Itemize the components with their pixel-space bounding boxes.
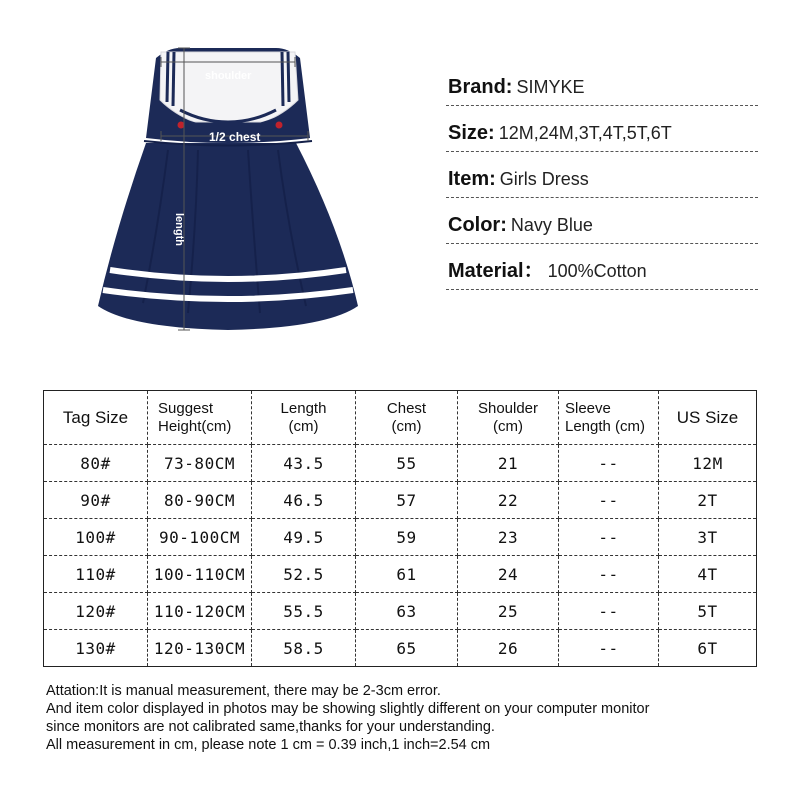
- cell-shoulder: 23: [458, 519, 559, 556]
- spec-row-brand: [446, 60, 758, 106]
- spec-value: Navy Blue: [510, 215, 593, 235]
- table-row: [44, 482, 757, 519]
- spec-row-item: [446, 152, 758, 198]
- header-chest: [356, 391, 458, 445]
- cell-length: 43.5: [252, 445, 356, 482]
- header-sleeve-line2: Length (cm): [565, 417, 646, 435]
- header-length-line2: (cm): [288, 417, 319, 435]
- spec-row-size: [446, 106, 758, 152]
- button-right: [276, 122, 283, 129]
- size-chart-table: [43, 390, 757, 667]
- note-line: All measurement in cm, please note 1 cm = 0.39 inch,1 inch=2.54 cm: [46, 737, 491, 753]
- header-shoulder-line2: (cm): [493, 417, 523, 435]
- header-shoulder: [458, 391, 559, 445]
- cell-height: 120-130CM: [148, 630, 252, 667]
- spec-value: 100%Cotton: [547, 261, 647, 281]
- cell-us-size: 4T: [659, 556, 757, 593]
- cell-chest: 63: [356, 593, 458, 630]
- spec-row-material: [446, 244, 758, 290]
- spec-key: Material: [448, 260, 524, 282]
- note-line: Attation:It is manual measurement, there may be 2-3cm error.: [46, 683, 441, 699]
- cell-us-size: 5T: [659, 593, 757, 630]
- cell-shoulder: 22: [458, 482, 559, 519]
- spec-colon: :: [505, 76, 513, 98]
- cell-sleeve: --: [559, 519, 659, 556]
- header-length: [252, 391, 356, 445]
- cell-shoulder: 21: [458, 445, 559, 482]
- cell-length: 58.5: [252, 630, 356, 667]
- cell-tag-size: 120#: [44, 593, 148, 630]
- cell-tag-size: 80#: [44, 445, 148, 482]
- cell-height: 110-120CM: [148, 593, 252, 630]
- cell-sleeve: --: [559, 556, 659, 593]
- table-row: [44, 445, 757, 482]
- spec-key: Item: [448, 168, 490, 190]
- cell-us-size: 12M: [659, 445, 757, 482]
- spec-colon: ：: [523, 260, 544, 282]
- cell-height: 90-100CM: [148, 519, 252, 556]
- shoulder-label: shoulder: [205, 70, 252, 82]
- table-row: [44, 556, 757, 593]
- cell-sleeve: --: [559, 593, 659, 630]
- cell-tag-size: 130#: [44, 630, 148, 667]
- measurement-notes: [46, 682, 776, 754]
- cell-height: 100-110CM: [148, 556, 252, 593]
- header-shoulder-line1: Shoulder: [477, 399, 539, 417]
- header-us-size: US Size: [659, 391, 757, 445]
- spec-key: Color: [448, 214, 501, 236]
- cell-sleeve: --: [559, 630, 659, 667]
- spec-key: Brand: [448, 76, 506, 98]
- cell-height: 80-90CM: [148, 482, 252, 519]
- cell-shoulder: 26: [458, 630, 559, 667]
- note-line: since monitors are not calibrated same,thanks for your understanding.: [46, 719, 495, 735]
- header-chest-line2: (cm): [391, 417, 422, 435]
- cell-chest: 55: [356, 445, 458, 482]
- spec-colon: :: [489, 168, 496, 190]
- spec-value: SIMYKE: [516, 77, 585, 97]
- cell-chest: 65: [356, 630, 458, 667]
- cell-chest: 61: [356, 556, 458, 593]
- cell-height: 73-80CM: [148, 445, 252, 482]
- cell-sleeve: --: [559, 482, 659, 519]
- cell-length: 52.5: [252, 556, 356, 593]
- header-height-line1: Suggest: [158, 399, 214, 417]
- cell-length: 49.5: [252, 519, 356, 556]
- cell-tag-size: 110#: [44, 556, 148, 593]
- spec-row-color: [446, 198, 758, 244]
- table-header-row: [44, 391, 757, 445]
- table-row: [44, 630, 757, 667]
- header-height-line2: Height(cm): [158, 417, 232, 435]
- spec-value: Girls Dress: [499, 169, 589, 189]
- header-sleeve-line1: Sleeve: [565, 399, 611, 417]
- cell-sleeve: --: [559, 445, 659, 482]
- length-label: length: [173, 213, 185, 246]
- cell-us-size: 2T: [659, 482, 757, 519]
- button-left: [178, 122, 185, 129]
- cell-chest: 57: [356, 482, 458, 519]
- cell-shoulder: 25: [458, 593, 559, 630]
- spec-colon: :: [500, 214, 507, 236]
- cell-tag-size: 100#: [44, 519, 148, 556]
- cell-length: 55.5: [252, 593, 356, 630]
- header-sleeve: [559, 391, 659, 445]
- chest-label: 1/2 chest: [209, 130, 261, 144]
- spec-colon: :: [488, 122, 495, 144]
- header-chest-line1: Chest: [386, 399, 427, 417]
- spec-list: [446, 60, 758, 290]
- cell-length: 46.5: [252, 482, 356, 519]
- dress-illustration: [88, 38, 378, 338]
- table-row: [44, 593, 757, 630]
- note-line: And item color displayed in photos may be showing slightly different on your computer monitor: [46, 701, 650, 717]
- header-height: [148, 391, 252, 445]
- spec-key: Size: [448, 122, 489, 144]
- header-tag-size: Tag Size: [44, 391, 148, 445]
- spec-value: 12M,24M,3T,4T,5T,6T: [498, 123, 672, 143]
- dress-image: [88, 38, 378, 338]
- cell-shoulder: 24: [458, 556, 559, 593]
- cell-tag-size: 90#: [44, 482, 148, 519]
- cell-us-size: 3T: [659, 519, 757, 556]
- cell-chest: 59: [356, 519, 458, 556]
- cell-us-size: 6T: [659, 630, 757, 667]
- header-length-line1: Length: [280, 399, 327, 417]
- table-row: [44, 519, 757, 556]
